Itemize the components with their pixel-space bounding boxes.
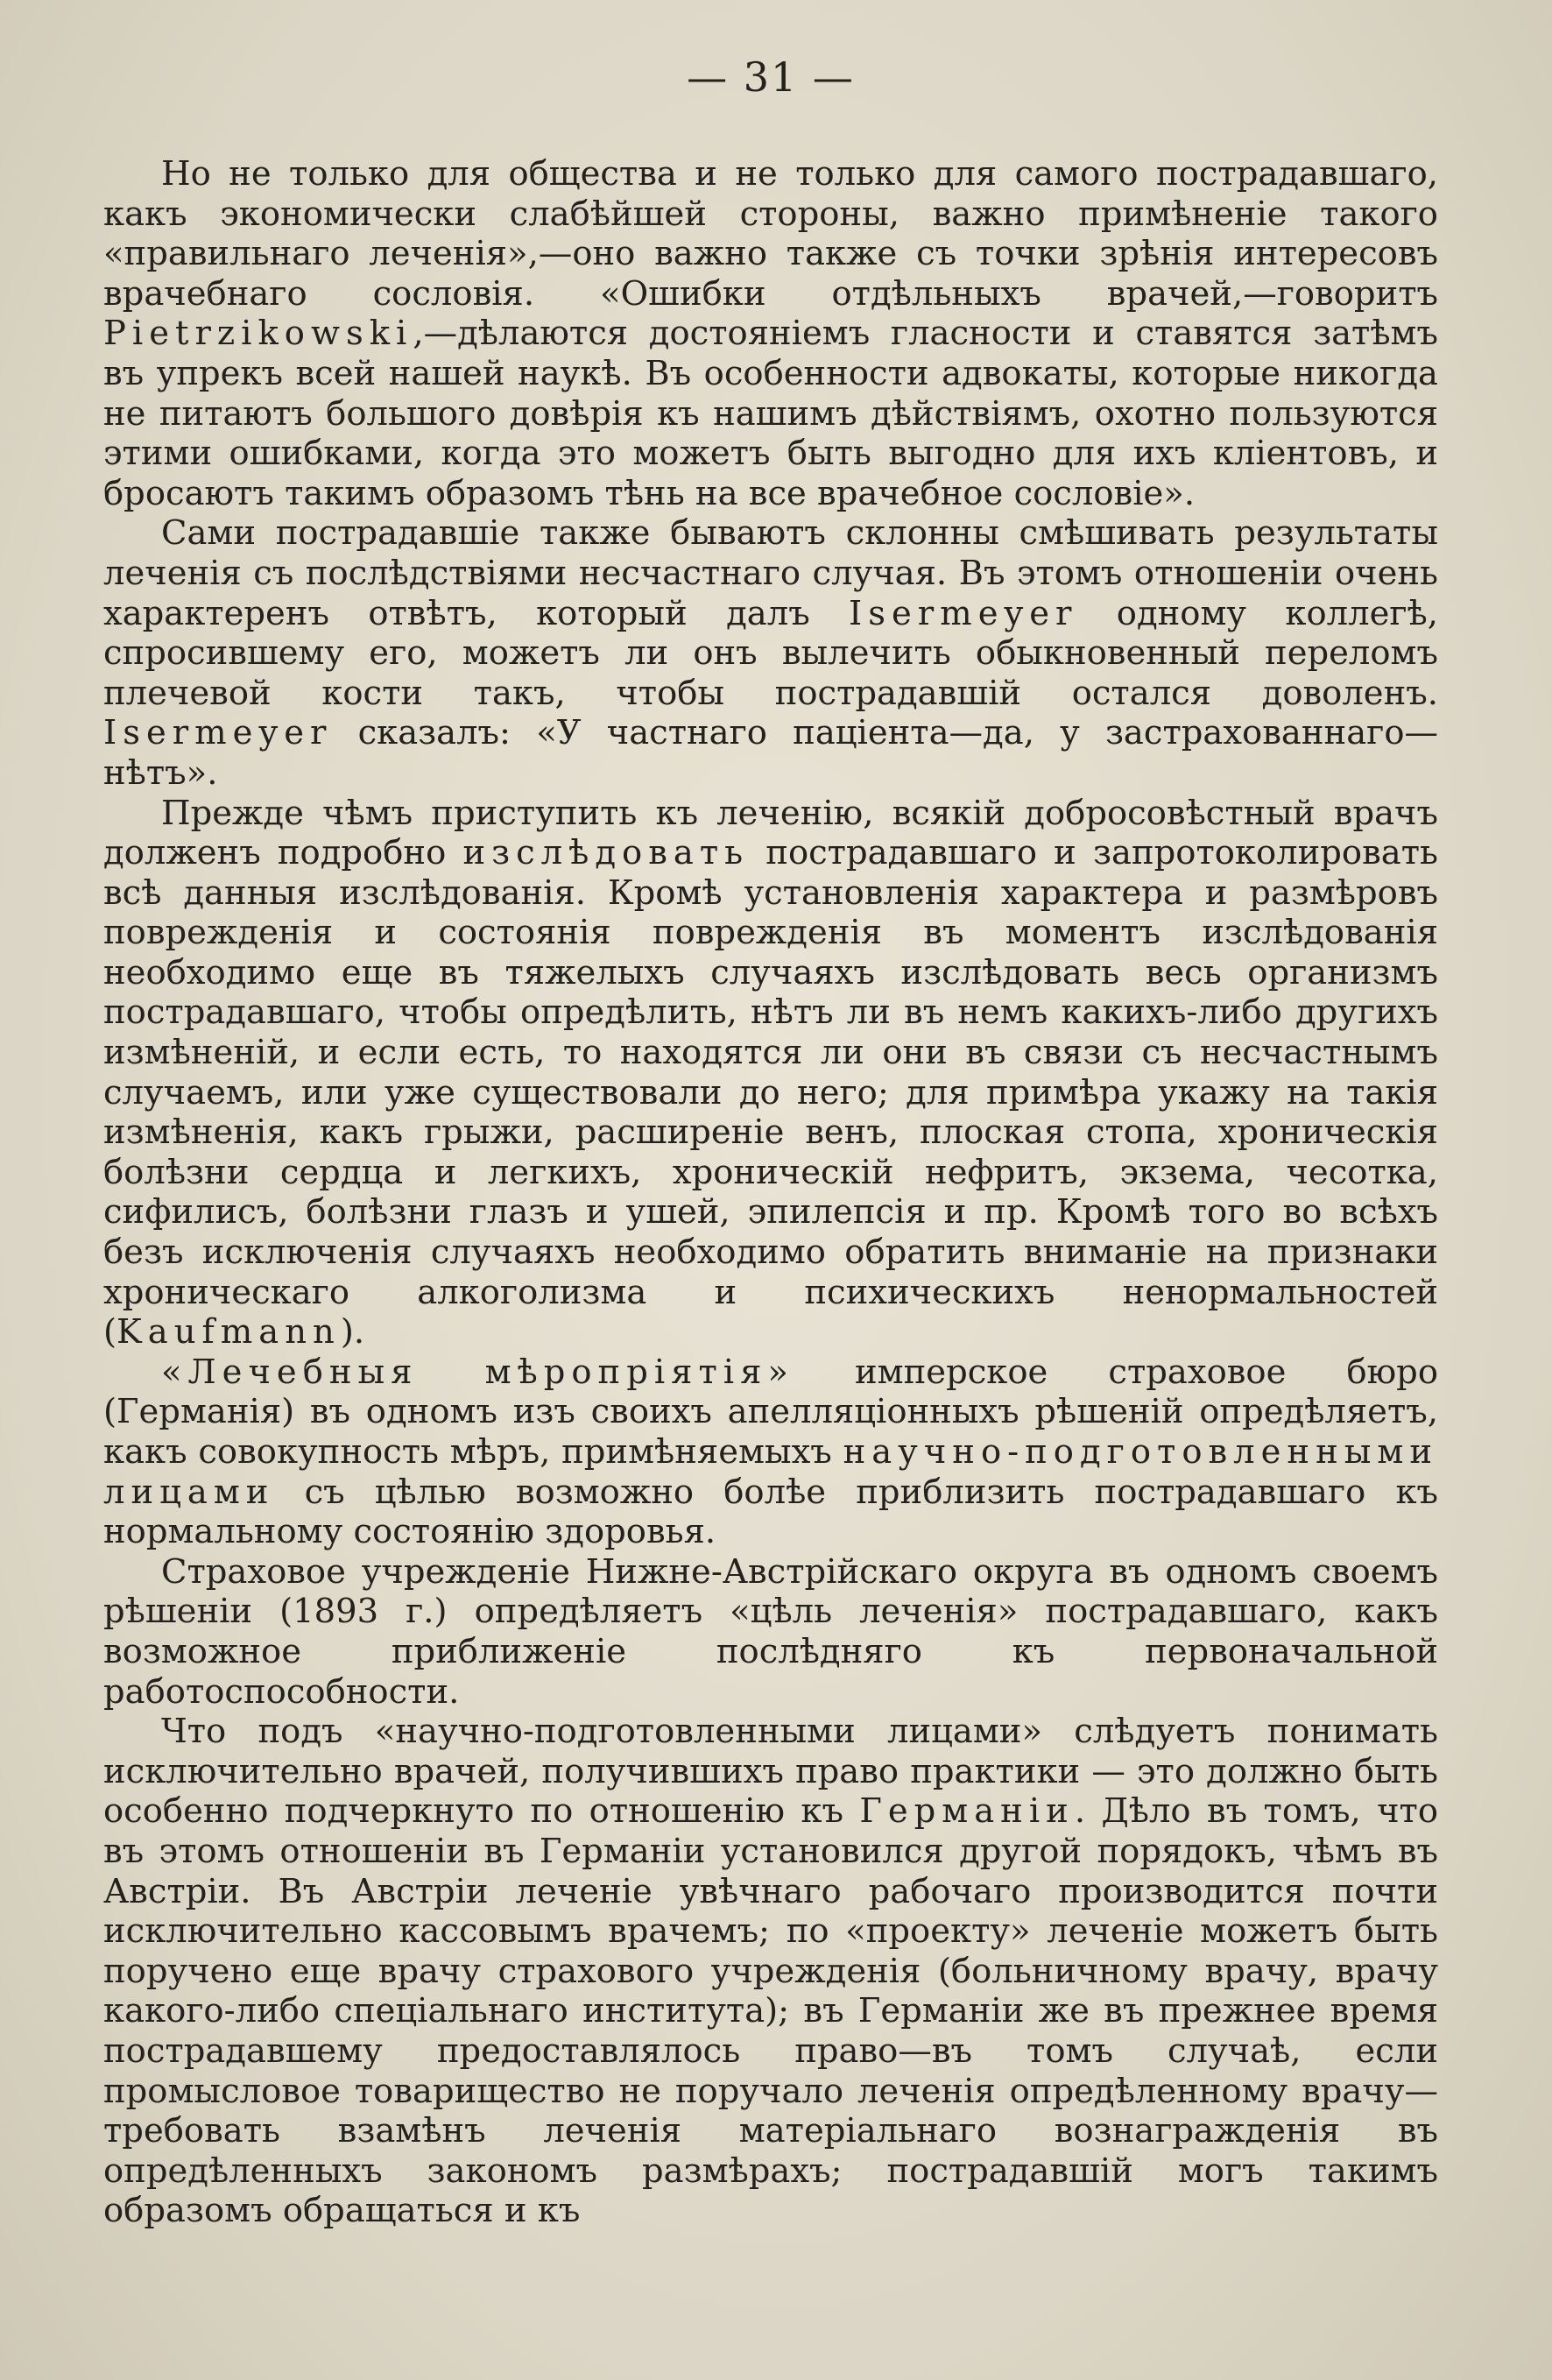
paragraph-text: ). [340, 1312, 365, 1352]
emphasis-spaced: научно-подготовленными лицами [103, 1432, 1438, 1512]
paragraph-text: имперское страховое бюро (Германія) въ одномъ изъ своихъ апелляціонныхъ рѣшеній опредѣляетъ, какъ совокупность мѣръ, примѣняемыхъ [103, 1352, 1438, 1472]
paragraph-2 [103, 513, 1438, 793]
emphasis-spaced: Германіи [859, 1791, 1075, 1832]
paragraph-text: Страховое учрежденіе Нижне-Австрійскаго округа въ одномъ своемъ рѣшеніи (1893 г.) опредѣляетъ «цѣль леченія» пострадавшаго, какъ возможное приближеніе послѣдняго къ первоначальной работоспособности. [103, 1551, 1438, 1712]
paragraph-text: . Дѣло въ томъ, что въ этомъ отношеніи въ Германіи установился другой порядокъ, чѣмъ въ Австріи. Въ Австріи леченіе увѣчнаго рабочаго производится почти исключительно кассовымъ врачемъ; по «проекту» леченіе можетъ быть поручено еще врачу страхового учрежденія (больничному врачу, врачу какого-либо спеціальнаго института); въ Германіи же въ прежнее время пострадавшему предоставлялось право—въ томъ случаѣ, если промысловое товарищество не поручало леченія опредѣленному врачу—требовать взамѣнъ леченія матеріальнаго вознагражденія въ опредѣленныхъ закономъ размѣрахъ; пострадавшій могъ такимъ образомъ обращаться и къ [103, 1791, 1438, 2231]
paragraph-text: ,—дѣлаются достояніемъ гласности и ставятся затѣмъ въ упрекъ всей нашей наукѣ. Въ особенности адвокаты, которые никогда не питаютъ большого довѣрія къ нашимъ дѣйствіямъ, охотно пользуются этими ошибками, когда это можетъ быть выгодно для ихъ кліентовъ, и бросаютъ такимъ образомъ тѣнь на все врачебное сословіе». [103, 314, 1438, 513]
paragraph-3 [103, 794, 1438, 1352]
author-name-spaced: Pietrzikowski [103, 314, 413, 354]
paragraph-text: Прежде чѣмъ приступить къ леченію, всякій добросовѣстный врачъ долженъ подробно [103, 793, 1438, 873]
paragraph-5 [103, 1552, 1438, 1712]
paragraph-text: одному коллегѣ, спросившему его, можетъ ли онъ вылечить обыкновенный переломъ плечевой кости такъ, чтобы пострадавшій остался доволенъ. [103, 593, 1438, 713]
paragraph-text: Что подъ «научно-подготовленными лицами» слѣдуетъ понимать исключительно врачей, получившихъ право практики — это должно быть особенно подчеркнуто по отношенію къ [103, 1712, 1438, 1832]
paragraph-text: съ цѣлью возможно болѣе приблизить пострадавшаго къ нормальному состоянію здоровья. [103, 1472, 1438, 1552]
paragraph-text: сказалъ: «У частнаго паціента—да, у застрахованнаго—нѣтъ». [103, 713, 1438, 793]
paragraph-text: Сами пострадавшіе также бываютъ склонны смѣшивать результаты леченія съ послѣдствіями несчастнаго случая. Въ этомъ отношеніи очень характеренъ отвѣтъ, который далъ [103, 513, 1438, 633]
paragraph-1 [103, 154, 1438, 513]
paragraph-6 [103, 1712, 1438, 2231]
paragraph-text: пострадавшаго и запротоколировать всѣ данныя изслѣдованія. Кромѣ установленія характера и размѣровъ поврежденія и состоянія поврежденія въ моментъ изслѣдованія необходимо еще въ тяжелыхъ случаяхъ изслѣдовать весь организмъ пострадавшаго, чтобы опредѣлить, нѣтъ ли въ немъ какихъ-либо другихъ измѣненій, и если есть, то находятся ли они въ связи съ несчастнымъ случаемъ, или уже существовали до него; для примѣра укажу на такія измѣненія, какъ грыжи, расширеніе венъ, плоская стопа, хроническія болѣзни сердца и легкихъ, хроническій нефритъ, экзема, чесотка, сифилисъ, болѣзни глазъ и ушей, эпилепсія и пр. Кромѣ того во всѣхъ безъ исключенія случаяхъ необходимо обратить вниманіе на признаки хроническаго алкоголизма и психическихъ ненормальностей ( [103, 833, 1439, 1352]
author-name-spaced: Kaufmann [116, 1312, 341, 1352]
author-name-spaced: Isermeyer [103, 713, 333, 753]
emphasis-spaced: изслѣдовать [462, 833, 750, 873]
author-name-spaced: Isermeyer [849, 593, 1078, 633]
paragraph-4 [103, 1352, 1438, 1552]
emphasis-spaced: «Лечебныя мѣропріятія» [161, 1352, 794, 1392]
page-number: — 31 — [687, 53, 855, 101]
paragraph-text: Но не только для общества и не только для самого пострадавшаго, какъ экономически слабѣйшей стороны, важно примѣненіе такого «правильнаго леченія»,—оно важно также съ точки зрѣнія интересовъ врачебнаго сословія. «Ошибки отдѣльныхъ врачей,—говоритъ [103, 154, 1438, 314]
